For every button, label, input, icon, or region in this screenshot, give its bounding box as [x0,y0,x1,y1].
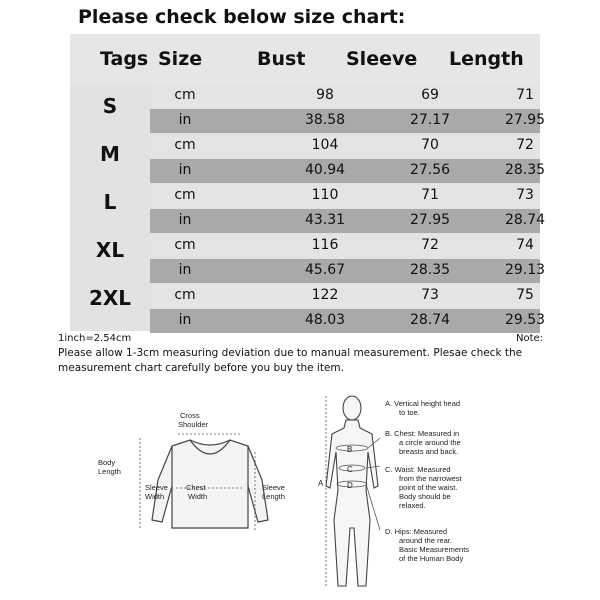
size-tag: S [102,94,118,118]
marker-d: D [347,481,353,490]
table-row [150,84,540,108]
deviation-note: Please allow 1-3cm measuring deviation due to manual measurement. Plesae check the measurement chart carefully before you buy the item. [58,347,523,374]
sleeve-cell: 28.74 [409,312,451,328]
sleeve-cell: 72 [421,237,439,253]
length-cell: 74 [516,237,534,253]
unit-cell: in [178,312,192,328]
bust-cell: 104 [311,137,339,153]
legend-a-1: A. Vertical height head [385,399,461,408]
length-cell: 27.95 [504,112,546,128]
chest-width-label-2: Width [188,492,208,501]
table-row [150,234,540,258]
table-row [150,109,546,133]
unit-cell: in [178,162,192,178]
measurement-diagram [0,390,600,600]
sleeve-cell: 27.95 [409,212,451,228]
table-row [150,159,546,183]
header-bust: Bust [257,48,306,70]
table-row [150,209,546,233]
body-length-label-1: Body [98,458,116,467]
marker-a: A [318,479,324,488]
tag-column [70,84,150,331]
length-cell: 71 [516,87,534,103]
sleeve-length-label-2: Length [262,492,285,501]
sleeve-width-label-2: Width [145,492,165,501]
legend-d-1: D. Hips: Measured [385,527,448,536]
length-cell: 28.74 [504,212,546,228]
unit-cell: cm [174,87,196,103]
marker-c: C [347,465,353,474]
sleeve-cell: 27.56 [409,162,451,178]
length-cell: 75 [516,287,534,303]
table-row [150,259,546,283]
table-row [150,309,546,333]
length-cell: 73 [516,187,534,203]
legend-b-3: breasts and back. [399,447,459,456]
sleeve-cell: 69 [421,87,439,103]
body-length-label-2: Length [98,467,121,476]
body-legend [385,399,469,563]
legend-d-2: around the rear. [399,536,452,545]
conversion-note: 1inch=2.54cm [58,333,132,344]
sleeve-cell: 73 [421,287,439,303]
chest-width-label-1: Chest [186,483,206,492]
bust-cell: 122 [311,287,339,303]
bust-cell: 40.94 [304,162,346,178]
sleeve-cell: 28.35 [409,262,451,278]
bust-cell: 38.58 [304,112,346,128]
bust-cell: 98 [316,87,334,103]
header-sleeve: Sleeve [346,48,418,70]
unit-cell: cm [174,237,196,253]
size-chart-table [70,34,546,331]
table-header [70,34,540,84]
bust-cell: 45.67 [304,262,346,278]
legend-c-3: point of the waist. [399,483,458,492]
size-tag: L [103,190,117,214]
legend-c-1: C. Waist: Measured [385,465,451,474]
human-body-illustration [326,396,378,586]
legend-c-5: relaxed. [399,501,426,510]
legend-b-1: B. Chest: Measured in [385,429,460,438]
table-row [150,184,540,208]
cross-shoulder-label-2: Shoulder [178,420,209,429]
marker-b: B [347,445,353,454]
unit-cell: in [178,112,192,128]
sleeve-width-label-1: Sleeve [145,483,168,492]
sleeve-cell: 71 [421,187,439,203]
table-row [150,134,540,158]
page-title: Please check below size chart: [78,6,406,28]
size-tag: 2XL [88,286,132,310]
bust-cell: 110 [311,187,339,203]
header-size: Size [158,48,203,70]
legend-c-2: from the narrowest [399,474,462,483]
legend-b-2: a circle around the [399,438,461,447]
unit-cell: cm [174,287,196,303]
bust-cell: 48.03 [304,312,346,328]
bust-cell: 116 [311,237,339,253]
header-tags: Tags [100,48,149,70]
unit-cell: in [178,262,192,278]
garment-illustration [152,440,268,528]
size-tag: M [100,142,120,166]
legend-d-4: of the Human Body [399,554,464,563]
header-length: Length [449,48,524,70]
sleeve-cell: 27.17 [409,112,451,128]
length-cell: 72 [516,137,534,153]
note-label: Note: [516,333,544,344]
length-cell: 29.13 [504,262,546,278]
cross-shoulder-label-1: Cross [180,411,200,420]
table-row [150,284,540,308]
sleeve-cell: 70 [421,137,439,153]
legend-d-3: Basic Measurements [399,545,470,554]
bust-cell: 43.31 [304,212,346,228]
length-cell: 28.35 [504,162,546,178]
length-cell: 29.53 [504,312,546,328]
sleeve-length-label-1: Sleeve [262,483,285,492]
unit-cell: cm [174,137,196,153]
unit-cell: cm [174,187,196,203]
legend-a-2: to toe. [399,408,420,417]
size-tag: XL [95,238,125,262]
legend-c-4: Body should be [399,492,451,501]
unit-cell: in [178,212,192,228]
